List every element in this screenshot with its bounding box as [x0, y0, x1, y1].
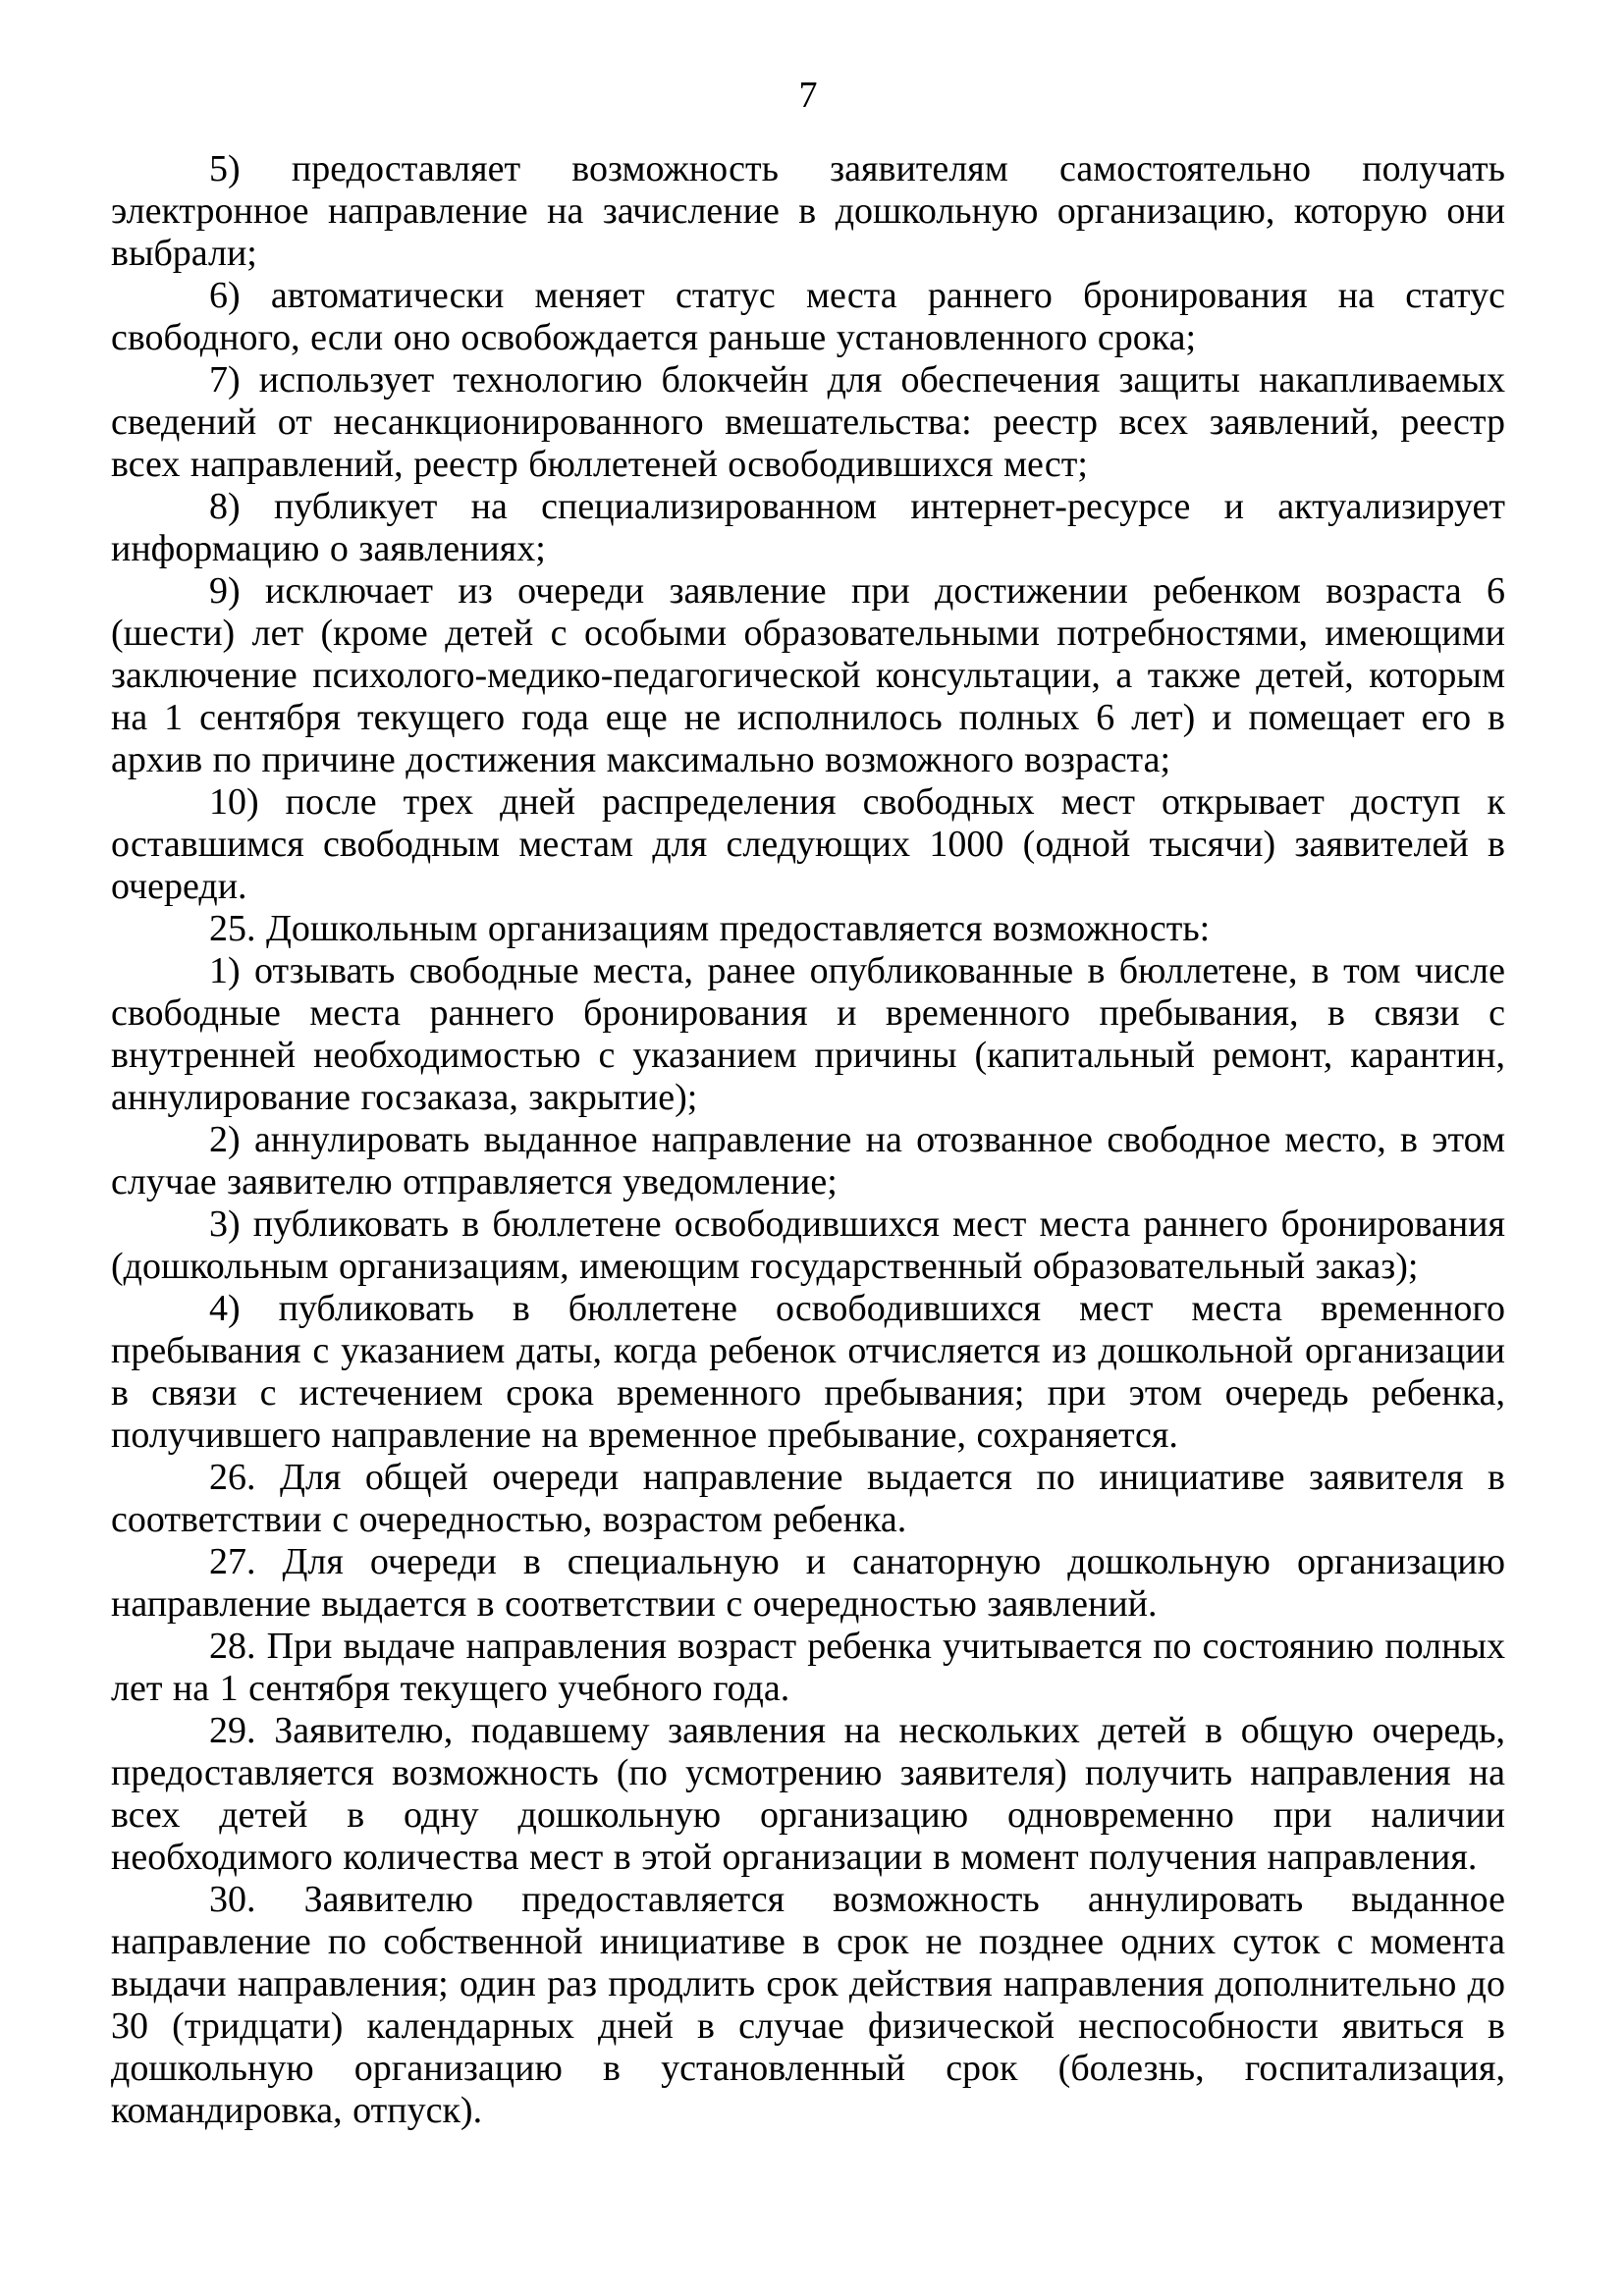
paragraph-subitem-3: 3) публиковать в бюллетене освободившихся мест места раннего бронирования (дошкольным организациям, имеющим государственный образовательный заказ);	[111, 1203, 1505, 1287]
paragraph-clause-30: 30. Заявителю предоставляется возможность аннулировать выданное направление по собственной инициативе в срок не позднее одних суток с момента выдачи направления; один раз продлить срок действия направления дополнительно до 30 (тридцати) календарных дней в случае физической неспособности явиться в дошкольную организацию в установленный срок (болезнь, госпитализация, командировка, отпуск).	[111, 1879, 1505, 2131]
paragraph-subitem-1: 1) отзывать свободные места, ранее опубликованные в бюллетене, в том числе свободные места раннего бронирования и временного пребывания, в связи с внутренней необходимостью с указанием причины (капитальный ремонт, карантин, аннулирование госзаказа, закрытие);	[111, 950, 1505, 1118]
paragraph-item-9: 9) исключает из очереди заявление при достижении ребенком возраста 6 (шести) лет (кроме детей с особыми образовательными потребностями, имеющими заключение психолого-медико-педагогической консультации, а также детей, которым на 1 сентября текущего года еще не исполнилось полных 6 лет) и помещает его в архив по причине достижения максимально возможного возраста;	[111, 570, 1505, 780]
paragraph-clause-27: 27. Для очереди в специальную и санаторную дошкольную организацию направление выдается в соответствии с очередностью заявлений.	[111, 1541, 1505, 1625]
paragraph-clause-28: 28. При выдаче направления возраст ребенка учитывается по состоянию полных лет на 1 сентября текущего учебного года.	[111, 1626, 1505, 1709]
paragraph-subitem-2: 2) аннулировать выданное направление на отозванное свободное место, в этом случае заявителю отправляется уведомление;	[111, 1119, 1505, 1202]
paragraph-clause-25: 25. Дошкольным организациям предоставляется возможность:	[209, 908, 1211, 949]
document-body	[111, 148, 1505, 2132]
paragraph-subitem-4: 4) публиковать в бюллетене освободившихся мест места временного пребывания с указанием даты, когда ребенок отчисляется из дошкольной организации в связи с истечением срока временного пребывания; при этом очередь ребенка, получившего направление на временное пребывание, сохраняется.	[111, 1288, 1505, 1456]
paragraph-clause-29: 29. Заявителю, подавшему заявления на нескольких детей в общую очередь, предоставляется возможность (по усмотрению заявителя) получить направления на всех детей в одну дошкольную организацию одновременно при наличии необходимого количества мест в этой организации в момент получения направления.	[111, 1710, 1505, 1878]
page-number: 7	[798, 75, 818, 116]
paragraph-item-5: 5) предоставляет возможность заявителям самостоятельно получать электронное направление на зачисление в дошкольную организацию, которую они выбрали;	[111, 148, 1505, 274]
paragraph-item-6: 6) автоматически меняет статус места раннего бронирования на статус свободного, если оно освобождается раньше установленного срока;	[111, 275, 1505, 358]
paragraph-clause-26: 26. Для общей очереди направление выдается по инициативе заявителя в соответствии с очередностью, возрастом ребенка.	[111, 1457, 1505, 1540]
paragraph-item-7: 7) использует технологию блокчейн для обеспечения защиты накапливаемых сведений от несанкционированного вмешательства: реестр всех заявлений, реестр всех направлений, реестр бюллетеней освободившихся мест;	[111, 359, 1505, 485]
paragraph-item-8: 8) публикует на специализированном интернет-ресурсе и актуализирует информацию о заявлениях;	[111, 486, 1505, 569]
paragraph-item-10: 10) после трех дней распределения свободных мест открывает доступ к оставшимся свободным местам для следующих 1000 (одной тысячи) заявителей в очереди.	[111, 781, 1505, 907]
